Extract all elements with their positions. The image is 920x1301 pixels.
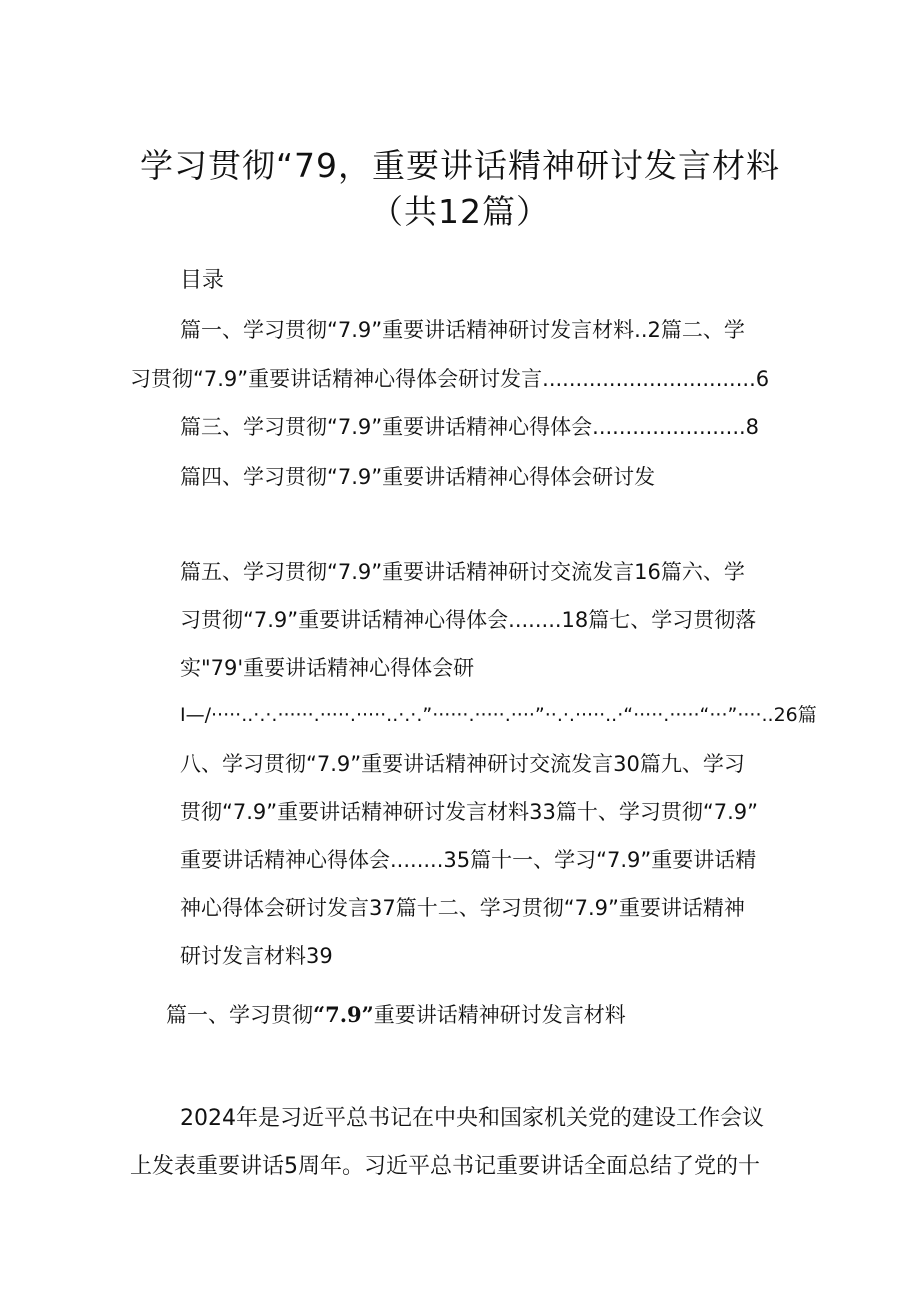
toc-line: I—/·····..·.·.······.·····.·····..·.·.”······.·····.····”··.·.·····..·“·····.·····“···”····..26篇 xyxy=(180,704,817,726)
section-heading xyxy=(166,999,626,1029)
toc-line: 篇五、学习贯彻“7.9”重要讲话精神研讨交流发言16篇六、学 xyxy=(180,560,745,584)
toc-line: 重要讲话精神心得体会........35篇十一、学习“7.9”重要讲话精 xyxy=(180,848,757,872)
toc-line: 习贯彻“7.9”重要讲话精神心得体会........18篇七、学习贯彻落 xyxy=(180,608,757,632)
section-heading-suffix: 重要讲话精神研讨发言材料 xyxy=(373,1003,626,1027)
toc-heading: 目录 xyxy=(180,268,225,293)
body-paragraph-line: 2024年是习近平总书记在中央和国家机关党的建设工作会议 xyxy=(180,1106,764,1131)
document-title-line-1: 学习贯彻“79，重要讲话精神研讨发言材料 xyxy=(139,146,781,185)
toc-line: 八、学习贯彻“7.9”重要讲话精神研讨交流发言30篇九、学习 xyxy=(180,752,745,776)
toc-line: 贯彻“7.9”重要讲话精神研讨发言材料33篇十、学习贯彻“7.9” xyxy=(180,800,759,824)
toc-line: 研讨发言材料39 xyxy=(180,944,333,968)
toc-line: 篇一、学习贯彻“7.9”重要讲话精神研讨发言材料..2篇二、学 xyxy=(180,318,745,342)
section-heading-quote: “7.9” xyxy=(313,1002,374,1027)
toc-line: 神心得体会研讨发言37篇十二、学习贯彻“7.9”重要讲话精神 xyxy=(180,896,745,920)
document-title-line-2: （共12篇） xyxy=(370,192,550,231)
toc-line: 习贯彻“7.9”重要讲话精神心得体会研讨发言................................6 xyxy=(130,367,770,391)
toc-line: 实"79'重要讲话精神心得体会研 xyxy=(180,656,475,680)
body-paragraph-line: 上发表重要讲话5周年。习近平总书记重要讲话全面总结了党的十 xyxy=(130,1154,760,1179)
toc-line: 篇三、学习贯彻“7.9”重要讲话精神心得体会.......................8 xyxy=(180,415,760,439)
toc-line: 篇四、学习贯彻“7.9”重要讲话精神心得体会研讨发 xyxy=(180,465,656,489)
section-heading-prefix: 篇一、学习贯彻 xyxy=(166,1003,313,1027)
